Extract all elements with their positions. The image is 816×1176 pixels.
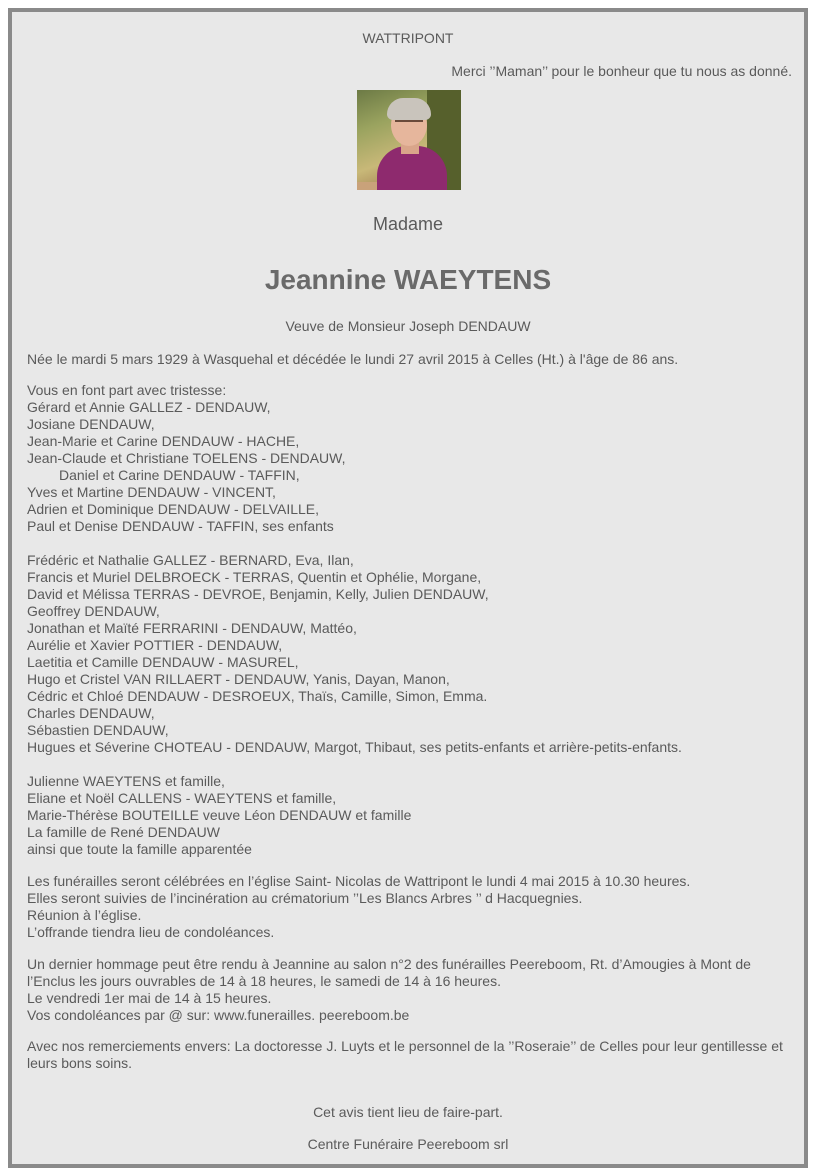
list-item: Jonathan et Maïté FERRARINI - DENDAUW, Mattéo, (27, 620, 357, 636)
funeral-line: L’offrande tiendra lieu de condoléances. (27, 924, 275, 940)
widow-of-text: Veuve de Monsieur Joseph DENDAUW (285, 318, 531, 334)
thanks-text: Avec nos remerciements envers: La doctoresse J. Luyts et le personnel de la ’’Roseraie’’ de Celles pour leur gentillesse et leurs bons soins. (27, 1038, 783, 1071)
birth-death-text: Née le mardi 5 mars 1929 à Wasquehal et décédée le lundi 27 avril 2015 à Celles (Ht.) à l'âge de 86 ans. (27, 351, 679, 367)
thanks-paragraph (27, 1038, 797, 1072)
list-item: ainsi que toute la famille apparentée (27, 841, 252, 857)
condolences-line: Vos condoléances par @ sur: www.funerailles. peereboom.be (27, 1007, 410, 1023)
list-item: Jean-Claude et Christiane TOELENS - DENDAUW, (27, 450, 346, 466)
list-item: Aurélie et Xavier POTTIER - DENDAUW, (27, 637, 283, 653)
grandchildren-list (27, 552, 797, 756)
list-item: Cédric et Chloé DENDAUW - DESROEUX, Thaïs, Camille, Simon, Emma. (27, 688, 488, 704)
obituary-card (8, 8, 808, 1168)
list-item: Hugues et Séverine CHOTEAU - DENDAUW, Margot, Thibaut, ses petits-enfants et arrière-petits-enfants. (27, 739, 682, 755)
title-prefix: Madame (372, 214, 444, 234)
list-item: Hugo et Cristel VAN RILLAERT - DENDAUW, Yanis, Dayan, Manon, (27, 671, 450, 687)
list-item: Francis et Muriel DELBROECK - TERRAS, Quentin et Ophélie, Morgane, (27, 569, 482, 585)
family-list (27, 773, 797, 858)
list-item: David et Mélissa TERRAS - DEVROE, Benjamin, Kelly, Julien DENDAUW, (27, 586, 489, 602)
obituary-content (12, 12, 804, 1164)
list-item: Adrien et Dominique DENDAUW - DELVAILLE, (27, 501, 320, 517)
list-item: Eliane et Noël CALLENS - WAEYTENS et famille, (27, 790, 337, 806)
deceased-photo (357, 90, 461, 190)
funeral-paragraph (27, 873, 797, 941)
homage-paragraph (27, 956, 797, 1024)
list-item: Charles DENDAUW, (27, 705, 155, 721)
funeral-home-name: Centre Funéraire Peereboom srl (307, 1136, 509, 1152)
funeral-line: Elles seront suivies de l’incinération au crématorium ’’Les Blancs Arbres ’’ d Hacquegnies. (27, 890, 583, 906)
motto-text: Merci ’’Maman’’ pour le bonheur que tu nous as donné. (451, 63, 792, 79)
notice-text: Cet avis tient lieu de faire-part. (313, 1104, 503, 1120)
homage-line: Le vendredi 1er mai de 14 à 15 heures. (27, 990, 272, 1006)
list-item: Marie-Thérèse BOUTEILLE veuve Léon DENDAUW et famille (27, 807, 412, 823)
list-item: Josiane DENDAUW, (27, 416, 155, 432)
list-item: Jean-Marie et Carine DENDAUW - HACHE, (27, 433, 300, 449)
list-item: Vous en font part avec tristesse: (27, 382, 227, 398)
homage-line: Un dernier hommage peut être rendu à Jeannine au salon n°2 des funérailles Peereboom, Rt. d’Amougies à Mont de l’Enclus les jours ouvrables de 14 à 18 heures, le samedi de 14 à 16 heures. (27, 956, 751, 989)
deceased-name: Jeannine WAEYTENS (264, 264, 552, 295)
list-item: Yves et Martine DENDAUW - VINCENT, (27, 484, 276, 500)
children-list (27, 382, 797, 535)
list-item: Laetitia et Camille DENDAUW - MASUREL, (27, 654, 299, 670)
list-item: Sébastien DENDAUW, (27, 722, 169, 738)
list-item: Julienne WAEYTENS et famille, (27, 773, 225, 789)
funeral-line: Réunion à l’église. (27, 907, 142, 923)
list-item: Gérard et Annie GALLEZ - DENDAUW, (27, 399, 271, 415)
list-item: Frédéric et Nathalie GALLEZ - BERNARD, Eva, Ilan, (27, 552, 354, 568)
funeral-line: Les funérailles seront célébrées en l’église Saint- Nicolas de Wattripont le lundi 4 mai 2015 à 10.30 heures. (27, 873, 691, 889)
list-item: Daniel et Carine DENDAUW - TAFFIN, (59, 467, 300, 483)
birth-death-paragraph (27, 351, 797, 368)
list-item: Geoffrey DENDAUW, (27, 603, 160, 619)
place-heading: WATTRIPONT (362, 30, 454, 46)
list-item: Paul et Denise DENDAUW - TAFFIN, ses enfants (27, 518, 334, 534)
list-item: La famille de René DENDAUW (27, 824, 220, 840)
